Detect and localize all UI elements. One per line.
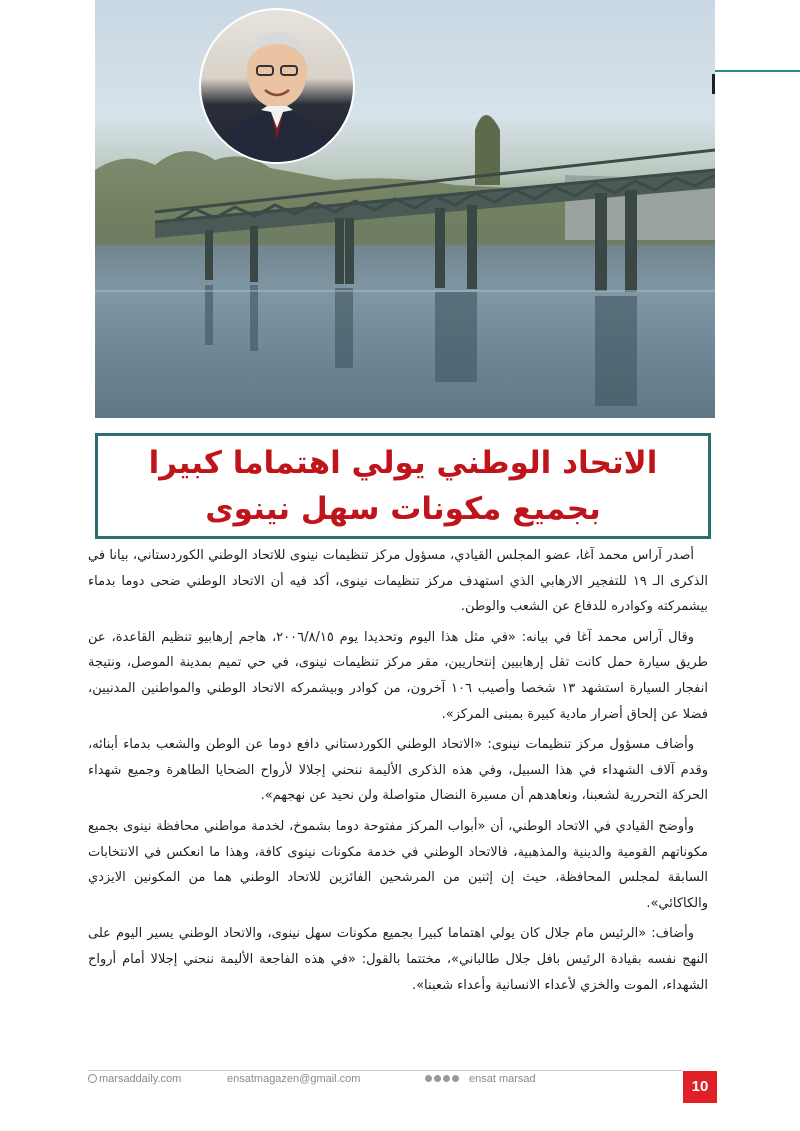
instagram-icon[interactable] (443, 1075, 450, 1082)
footer (88, 1071, 683, 1091)
article-paragraph: وأضاف: «الرئيس مام جلال كان يولي اهتماما كبيرا بجميع مكونات سهل نينوى، والاتحاد الوطني يسير اليوم على النهج نفسه بقيادة الرئيس بافل جلال طالباني»، مختتما بالقول: «في هذه الفاجعة الأليمة ننحني إجلالا أمام أرواح الشهداء، الموت والخزي لأعداء الانسانية وأعداء شعبنا». (88, 926, 708, 993)
page-number: 10 (683, 1071, 717, 1103)
decorative-tick (712, 74, 715, 94)
bridge-illustration (95, 0, 715, 418)
decorative-rule (715, 70, 800, 72)
headline-frame (95, 433, 711, 539)
social-icons (425, 1075, 459, 1082)
twitter-icon[interactable] (434, 1075, 441, 1082)
youtube-icon[interactable] (452, 1075, 459, 1082)
headline: الاتحاد الوطني يولي اهتماما كبيرا بجميع مكونات سهل نينوى (148, 445, 658, 527)
article-paragraph: وأضاف مسؤول مركز تنظيمات نينوى: «الاتحاد الوطني الكوردستاني دافع دوما عن الوطن والشعب بدماء أبنائه، وقدم آلاف الشهداء في هذا السبيل، وفي هذه الذكرى الأليمة ننحني إجلالا لأرواح الضحايا الطاهرة وجميع شهداء الحركة التحررية لشعبنا، ونعاهدهم أن مسيرة النضال متواصلة ولن نحيد عن نهجهم». (88, 737, 708, 804)
article-paragraph: وأوضح القيادي في الاتحاد الوطني، أن «أبواب المركز مفتوحة دوما بشموخ، لخدمة مواطني محافظة نينوى بجميع مكوناتهم القومية والدينية والمذهبية، فالاتحاد الوطني في خدمة مكونات نينوى كافة، وهذا ما انعكس في الانتخابات السابقة لمجلس المحافظة، حيث إن إثنين من المرشحين الفائزين للاتحاد الوطني هما من المكونين الايزدي والكاكائي». (88, 818, 708, 911)
social-handle[interactable]: ensat marsad (469, 1073, 536, 1085)
footer-website[interactable] (88, 1073, 181, 1085)
article-body (88, 543, 708, 1003)
globe-icon (88, 1074, 97, 1083)
portrait-photo (199, 8, 355, 164)
article-paragraph: وقال آراس محمد آغا في بيانه: «في مثل هذا اليوم وتحديدا يوم ٢٠٠٦/٨/١٥، هاجم إرهابيو تنظيم القاعدة، عن طريق سيارة حمل كانت تقل إرهابيين إنتحاريين، مقر مركز تنظيمات نينوى، في حي تميم بمدينة الموصل، ونتيجة انفجار السيارة استشهد ١٣ شخصا وأصيب ١٠٦ آخرون، من كوادر وبيشمركه الاتحاد الوطني والمواطنين المدنيين، فضلا عن إلحاق أضرار مادية كبيرة بمبنى المركز». (88, 629, 708, 722)
website-link[interactable]: marsaddaily.com (99, 1073, 182, 1085)
article-paragraph: أصدر آراس محمد آغا، عضو المجلس القيادي، مسؤول مركز تنظيمات نينوى للاتحاد الوطني الكوردستاني، بيانا في الذكرى الـ ١٩ للتفجير الارهابي الذي استهدف مركز تنظيمات نينوى، أكد فيه أن الاتحاد الوطني ضحى دوما بدماء بيشمركته وكوادره للدفاع عن الشعب والوطن. (88, 548, 708, 615)
facebook-icon[interactable] (425, 1075, 432, 1082)
footer-email[interactable]: ensatmagazen@gmail.com (227, 1073, 361, 1085)
hero-photo (95, 0, 715, 418)
